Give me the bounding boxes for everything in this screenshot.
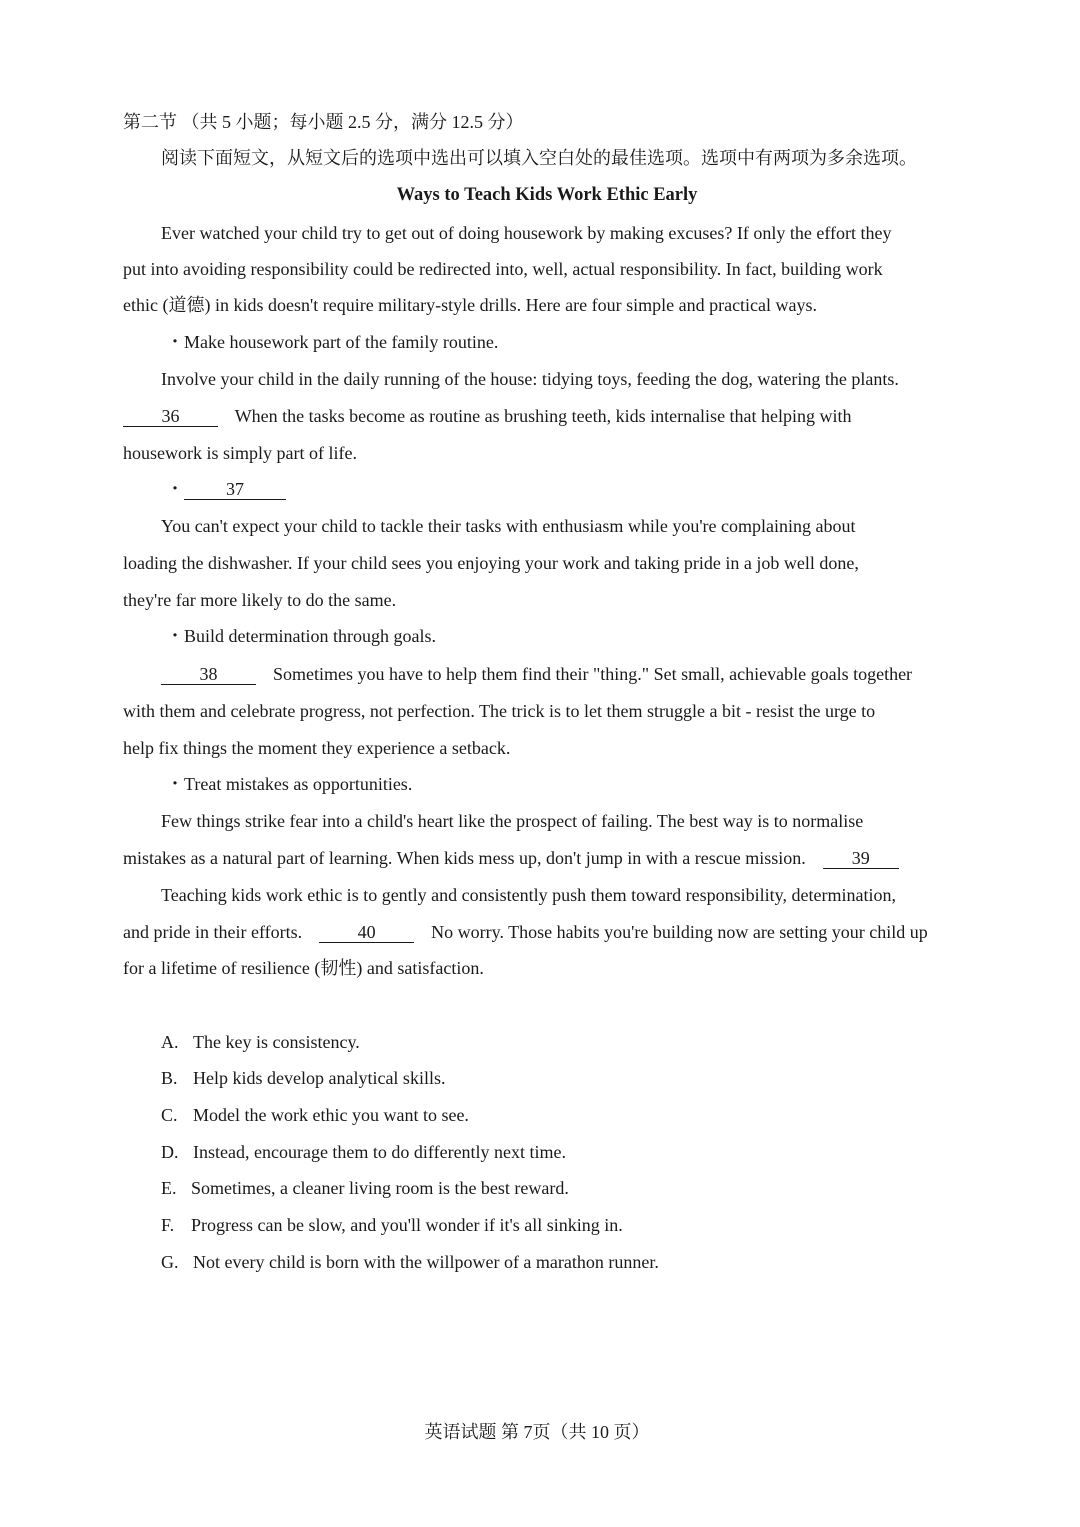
option-d[interactable] xyxy=(161,1140,566,1164)
passage-line: ethic (道德) in kids doesn't require military-style drills. Here are four simple and practical ways. xyxy=(123,295,818,315)
option-text: Not every child is born with the willpower of a marathon runner. xyxy=(193,1252,659,1272)
passage-text: Sometimes you have to help them find their "thing." Set small, achievable goals together xyxy=(273,664,913,684)
option-g[interactable] xyxy=(161,1250,659,1274)
option-letter: B. xyxy=(161,1068,178,1088)
option-b[interactable] xyxy=(161,1066,445,1090)
option-letter: C. xyxy=(161,1105,178,1125)
option-text: Progress can be slow, and you'll wonder if it's all sinking in. xyxy=(191,1215,623,1235)
subheading-blank xyxy=(166,477,286,501)
passage-line: they're far more likely to do the same. xyxy=(123,590,397,610)
option-letter: F. xyxy=(161,1215,175,1235)
blank-37[interactable]: 37 xyxy=(184,479,286,500)
option-letter: A. xyxy=(161,1032,179,1052)
option-letter: D. xyxy=(161,1142,179,1162)
option-text: The key is consistency. xyxy=(193,1032,360,1052)
option-a[interactable] xyxy=(161,1030,360,1054)
passage-line: with them and celebrate progress, not perfection. The trick is to let them struggle a bit - resist the urge to xyxy=(123,701,876,721)
option-f[interactable] xyxy=(161,1213,623,1237)
option-text: Model the work ethic you want to see. xyxy=(193,1105,469,1125)
subheading-goals: ・Build determination through goals. xyxy=(166,626,436,646)
passage-line: Teaching kids work ethic is to gently and consistently push them toward responsibility, determination, xyxy=(161,885,896,905)
option-e[interactable] xyxy=(161,1176,569,1200)
passage-line: loading the dishwasher. If your child sees you enjoying your work and taking pride in a job well done, xyxy=(123,553,859,573)
page-footer: 英语试题 第 7页（共 10 页） xyxy=(424,1422,650,1442)
blank-38[interactable]: 38 xyxy=(161,664,256,685)
option-letter: E. xyxy=(161,1178,177,1198)
passage-line: housework is simply part of life. xyxy=(123,443,357,463)
option-text: Sometimes, a cleaner living room is the best reward. xyxy=(191,1178,569,1198)
passage-line-with-blank xyxy=(123,404,852,428)
option-letter: G. xyxy=(161,1252,179,1272)
passage-text: and pride in their efforts. xyxy=(123,922,303,942)
passage-line: Involve your child in the daily running of the house: tidying toys, feeding the dog, watering the plants. xyxy=(161,369,899,389)
blank-40[interactable]: 40 xyxy=(319,922,414,943)
passage-title: Ways to Teach Kids Work Ethic Early xyxy=(396,185,698,205)
passage-line: put into avoiding responsibility could be redirected into, well, actual responsibility. In fact, building work xyxy=(123,259,883,279)
section-header: 第二节 （共 5 小题；每小题 2.5 分，满分 12.5 分） xyxy=(123,112,524,132)
passage-line: help fix things the moment they experience a setback. xyxy=(123,738,511,758)
passage-line-with-blank xyxy=(161,662,912,686)
blank-36[interactable]: 36 xyxy=(123,406,218,427)
bullet: ・ xyxy=(166,479,184,499)
passage-text: When the tasks become as routine as brushing teeth, kids internalise that helping with xyxy=(234,406,852,426)
passage-line-with-blank xyxy=(123,846,899,870)
subheading-mistakes: ・Treat mistakes as opportunities. xyxy=(166,774,413,794)
option-c[interactable] xyxy=(161,1103,469,1127)
passage-line: Ever watched your child try to get out of doing housework by making excuses? If only the effort they xyxy=(161,223,892,243)
subheading-routine: ・Make housework part of the family routine. xyxy=(166,332,499,352)
passage-text: No worry. Those habits you're building now are setting your child up xyxy=(431,922,928,942)
option-text: Instead, encourage them to do differently next time. xyxy=(193,1142,567,1162)
passage-line: You can't expect your child to tackle their tasks with enthusiasm while you're complaining about xyxy=(161,516,856,536)
section-instruction: 阅读下面短文，从短文后的选项中选出可以填入空白处的最佳选项。选项中有两项为多余选项。 xyxy=(161,148,917,168)
passage-line: Few things strike fear into a child's heart like the prospect of failing. The best way is to normalise xyxy=(161,811,864,831)
passage-line-with-blank xyxy=(123,920,928,944)
option-text: Help kids develop analytical skills. xyxy=(193,1068,446,1088)
passage-line: for a lifetime of resilience (韧性) and satisfaction. xyxy=(123,958,484,978)
passage-text: mistakes as a natural part of learning. When kids mess up, don't jump in with a rescue mission. xyxy=(123,848,806,868)
blank-39[interactable]: 39 xyxy=(823,848,899,869)
